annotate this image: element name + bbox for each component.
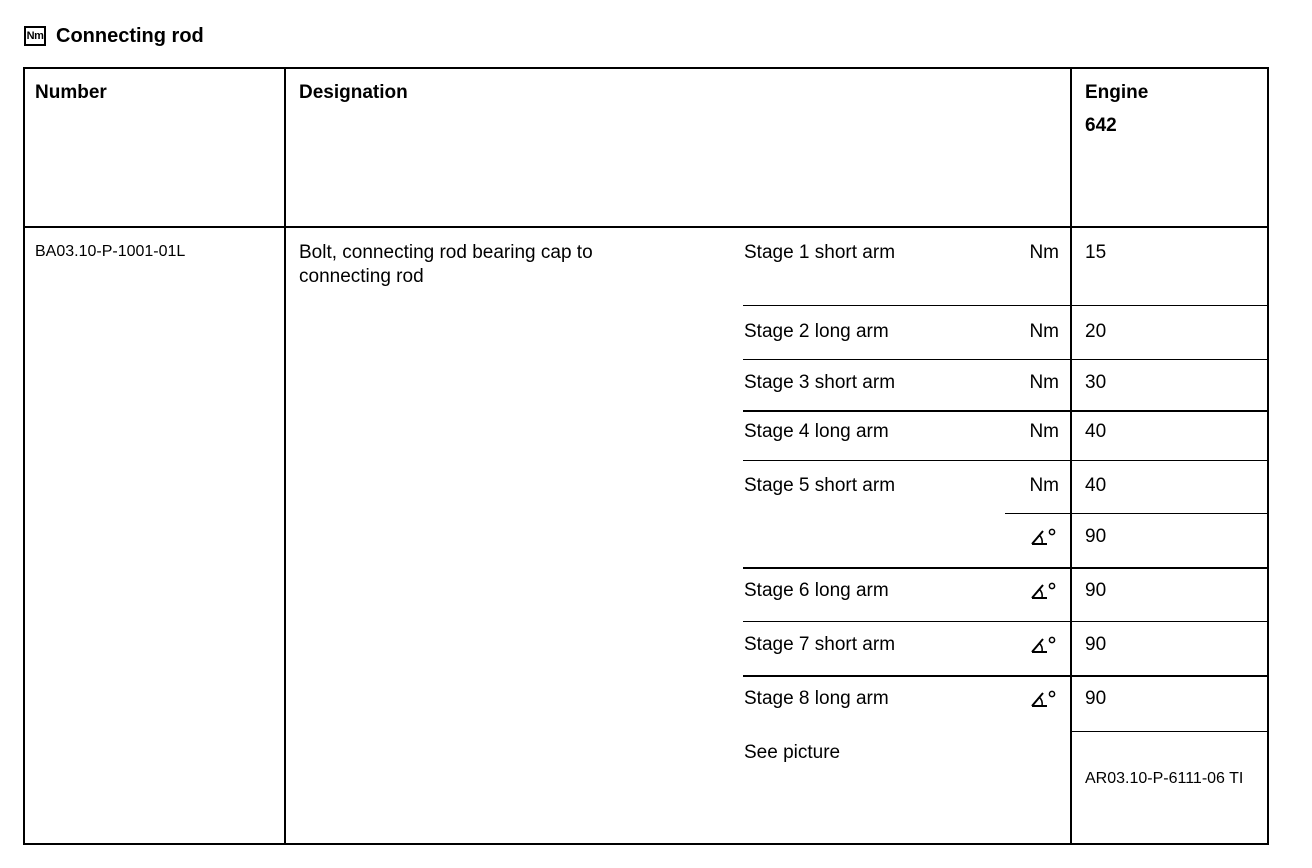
stage-value: 90 [1085,634,1107,655]
stage-value: 30 [1085,372,1107,393]
stage-value: 20 [1085,321,1107,342]
stage-value: 40 [1085,475,1107,496]
stage-value: 90 [1085,580,1107,601]
stage-label: Stage 4 long arm [744,421,889,442]
torque-table [23,67,1269,845]
stage-unit: Nm [1029,475,1059,496]
torque-nm-icon: Nm [24,26,46,46]
row-divider [743,675,1267,677]
row-divider [743,567,1267,569]
stage-unit: Nm [1029,321,1059,342]
column-divider [1070,69,1072,843]
stage-value: 40 [1085,421,1107,442]
stage-label: Stage 6 long arm [744,580,889,601]
stage-label: Stage 5 short arm [744,475,896,496]
stage-unit: Nm [1029,421,1059,442]
angle-degree-icon [1029,689,1057,711]
row-divider [743,621,1267,622]
picture-reference-link[interactable]: AR03.10-P-6111-06 TI [1085,770,1244,787]
angle-degree-icon [1029,635,1057,657]
stage-label: Stage 3 short arm [744,372,896,393]
stage-value: 15 [1085,242,1107,263]
row-divider [1005,513,1267,514]
angle-degree-icon [1029,581,1057,603]
engine-model: 642 [1085,115,1117,136]
header-divider [25,226,1267,228]
stage-label: Stage 1 short arm [744,242,896,263]
page-title: Connecting rod [56,24,204,47]
column-divider [284,69,286,843]
row-divider [743,460,1267,461]
row-divider [1070,731,1267,732]
stage-unit: Nm [1029,242,1059,263]
stage-label: Stage 7 short arm [744,634,896,655]
angle-degree-icon [1029,527,1057,549]
column-header-engine: Engine [1085,82,1149,103]
stage-label: Stage 2 long arm [744,321,889,342]
column-header-number: Number [35,82,107,103]
see-picture-label: See picture [744,742,841,763]
row-divider [743,359,1267,360]
stage-value: 90 [1085,688,1107,709]
part-designation: Bolt, connecting rod bearing cap to connecting rod [299,242,593,287]
row-divider [743,305,1267,306]
stage-label: Stage 8 long arm [744,688,889,709]
row-divider [743,410,1267,412]
column-header-designation: Designation [299,82,408,103]
stage-unit: Nm [1029,372,1059,393]
stage-value: 90 [1085,526,1107,547]
part-number: BA03.10-P-1001-01L [35,243,186,260]
section-header [24,22,204,50]
